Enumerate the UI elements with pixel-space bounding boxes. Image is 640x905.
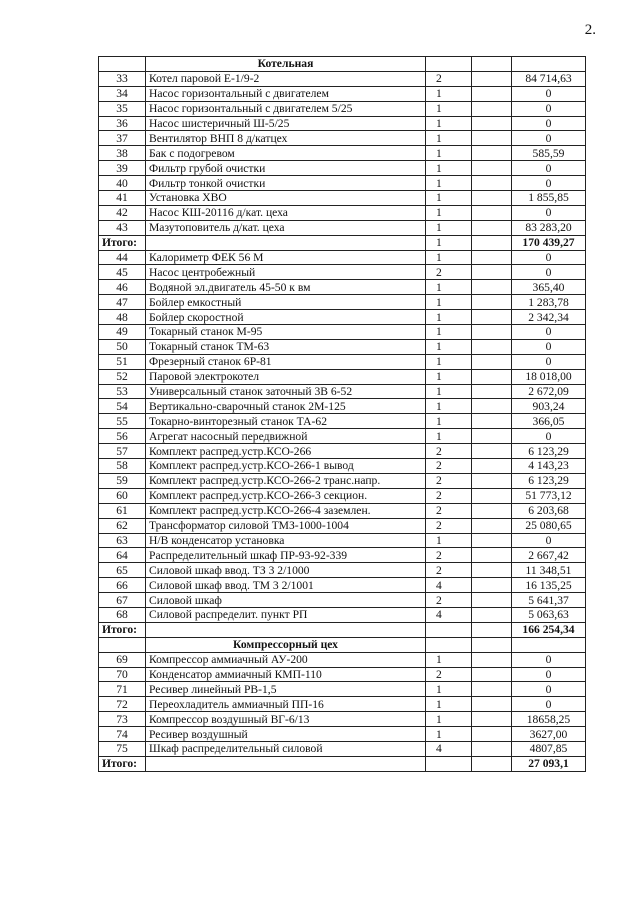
row-number: 37 bbox=[99, 131, 146, 146]
empty-cell bbox=[426, 57, 472, 72]
item-name: Насос горизонтальный с двигателем 5/25 bbox=[146, 101, 426, 116]
item-quantity: 1 bbox=[426, 250, 472, 265]
row-number: 74 bbox=[99, 727, 146, 742]
item-name: Переохладитель аммиачный ПП-16 bbox=[146, 697, 426, 712]
item-quantity: 1 bbox=[426, 220, 472, 235]
empty-cell bbox=[472, 86, 512, 101]
row-number: 65 bbox=[99, 563, 146, 578]
empty-cell bbox=[472, 161, 512, 176]
item-name: Мазутоповитель д/кат. цеха bbox=[146, 220, 426, 235]
empty-cell bbox=[512, 637, 586, 652]
row-number: 53 bbox=[99, 384, 146, 399]
row-number: 48 bbox=[99, 310, 146, 325]
table-row bbox=[99, 265, 586, 280]
empty-cell bbox=[472, 563, 512, 578]
item-quantity: 1 bbox=[426, 146, 472, 161]
item-amount: 3627,00 bbox=[512, 727, 586, 742]
row-number: 49 bbox=[99, 325, 146, 340]
item-quantity: 4 bbox=[426, 578, 472, 593]
empty-cell bbox=[472, 57, 512, 72]
item-name: Комплект распред.устр.КСО-266-1 вывод bbox=[146, 459, 426, 474]
item-name: Калориметр ФЕК 56 М bbox=[146, 250, 426, 265]
item-amount: 0 bbox=[512, 339, 586, 354]
row-number: 68 bbox=[99, 607, 146, 622]
item-amount: 16 135,25 bbox=[512, 578, 586, 593]
item-amount: 0 bbox=[512, 86, 586, 101]
empty-cell bbox=[426, 637, 472, 652]
item-name: Вентилятор ВНП 8 д/катцех bbox=[146, 131, 426, 146]
item-quantity: 1 bbox=[426, 712, 472, 727]
item-amount: 0 bbox=[512, 131, 586, 146]
table-row bbox=[99, 652, 586, 667]
table-row bbox=[99, 444, 586, 459]
item-name: Агрегат насосный передвижной bbox=[146, 429, 426, 444]
item-name: Силовой шкаф ввод. ТЗ 3 2/1000 bbox=[146, 563, 426, 578]
empty-cell bbox=[512, 57, 586, 72]
empty-cell bbox=[146, 235, 426, 250]
row-number: 64 bbox=[99, 548, 146, 563]
item-quantity: 1 bbox=[426, 205, 472, 220]
table-row bbox=[99, 727, 586, 742]
table-row bbox=[99, 384, 586, 399]
table-row bbox=[99, 563, 586, 578]
item-amount: 0 bbox=[512, 682, 586, 697]
empty-cell bbox=[472, 459, 512, 474]
table-row bbox=[99, 220, 586, 235]
table-row bbox=[99, 131, 586, 146]
row-number: 61 bbox=[99, 503, 146, 518]
item-quantity: 2 bbox=[426, 593, 472, 608]
item-amount: 0 bbox=[512, 354, 586, 369]
item-quantity: 2 bbox=[426, 563, 472, 578]
empty-cell bbox=[472, 325, 512, 340]
item-amount: 4807,85 bbox=[512, 741, 586, 756]
item-name: Токарный станок ТМ-63 bbox=[146, 339, 426, 354]
item-name: Комплект распред.устр.КСО-266-2 транс.напр. bbox=[146, 473, 426, 488]
table-row bbox=[99, 488, 586, 503]
section-title: Компрессорный цех bbox=[146, 637, 426, 652]
item-quantity: 1 bbox=[426, 325, 472, 340]
item-quantity: 1 bbox=[426, 399, 472, 414]
row-number: 62 bbox=[99, 518, 146, 533]
empty-cell bbox=[472, 354, 512, 369]
item-name: Насос центробежный bbox=[146, 265, 426, 280]
table-row bbox=[99, 71, 586, 86]
item-quantity: 1 bbox=[426, 682, 472, 697]
item-amount: 25 080,65 bbox=[512, 518, 586, 533]
table-row bbox=[99, 354, 586, 369]
table-row bbox=[99, 280, 586, 295]
item-amount: 903,24 bbox=[512, 399, 586, 414]
item-amount: 83 283,20 bbox=[512, 220, 586, 235]
row-number: 46 bbox=[99, 280, 146, 295]
table-row bbox=[99, 607, 586, 622]
row-number: 71 bbox=[99, 682, 146, 697]
empty-cell bbox=[472, 71, 512, 86]
table-row bbox=[99, 116, 586, 131]
table-row bbox=[99, 593, 586, 608]
item-amount: 11 348,51 bbox=[512, 563, 586, 578]
empty-cell bbox=[472, 667, 512, 682]
empty-cell bbox=[472, 697, 512, 712]
empty-cell bbox=[472, 369, 512, 384]
empty-cell bbox=[472, 741, 512, 756]
item-amount: 0 bbox=[512, 265, 586, 280]
item-amount: 0 bbox=[512, 176, 586, 191]
table-row bbox=[99, 548, 586, 563]
table-row bbox=[99, 161, 586, 176]
item-amount: 5 641,37 bbox=[512, 593, 586, 608]
item-quantity: 1 bbox=[426, 727, 472, 742]
item-name: Комплект распред.устр.КСО-266 bbox=[146, 444, 426, 459]
item-amount: 51 773,12 bbox=[512, 488, 586, 503]
item-name: Распределительный шкаф ПР-93-92-339 bbox=[146, 548, 426, 563]
empty-cell bbox=[472, 727, 512, 742]
empty-cell bbox=[146, 756, 426, 771]
empty-cell bbox=[472, 280, 512, 295]
item-name: Паровой электрокотел bbox=[146, 369, 426, 384]
item-quantity: 1 bbox=[426, 414, 472, 429]
empty-cell bbox=[472, 548, 512, 563]
item-quantity: 2 bbox=[426, 667, 472, 682]
row-number: 75 bbox=[99, 741, 146, 756]
item-quantity: 1 bbox=[426, 697, 472, 712]
row-number: 63 bbox=[99, 533, 146, 548]
empty-cell bbox=[472, 607, 512, 622]
item-quantity: 2 bbox=[426, 265, 472, 280]
table-row bbox=[99, 369, 586, 384]
empty-cell bbox=[472, 265, 512, 280]
empty-cell bbox=[472, 384, 512, 399]
empty-cell bbox=[472, 176, 512, 191]
row-number: 58 bbox=[99, 459, 146, 474]
item-name: Установка ХВО bbox=[146, 191, 426, 206]
empty-cell bbox=[472, 399, 512, 414]
item-name: Токарный станок М-95 bbox=[146, 325, 426, 340]
table-row bbox=[99, 697, 586, 712]
total-label: Итого: bbox=[99, 622, 146, 637]
empty-cell bbox=[426, 756, 472, 771]
inventory-table bbox=[98, 56, 586, 772]
empty-cell bbox=[472, 235, 512, 250]
item-amount: 0 bbox=[512, 161, 586, 176]
item-name: Фильтр грубой очистки bbox=[146, 161, 426, 176]
empty-cell bbox=[472, 622, 512, 637]
table-row bbox=[99, 295, 586, 310]
empty-cell bbox=[472, 220, 512, 235]
item-quantity: 2 bbox=[426, 488, 472, 503]
row-number: 73 bbox=[99, 712, 146, 727]
empty-cell bbox=[472, 503, 512, 518]
item-amount: 2 672,09 bbox=[512, 384, 586, 399]
empty-cell bbox=[146, 622, 426, 637]
item-quantity: 1 bbox=[426, 86, 472, 101]
item-name: Фильтр тонкой очистки bbox=[146, 176, 426, 191]
item-name: Силовой распределит. пункт РП bbox=[146, 607, 426, 622]
table-row bbox=[99, 667, 586, 682]
empty-cell bbox=[472, 191, 512, 206]
table-row bbox=[99, 518, 586, 533]
total-amount: 170 439,27 bbox=[512, 235, 586, 250]
section-header-row bbox=[99, 57, 586, 72]
row-number: 36 bbox=[99, 116, 146, 131]
table-row bbox=[99, 86, 586, 101]
item-amount: 6 203,68 bbox=[512, 503, 586, 518]
row-number: 70 bbox=[99, 667, 146, 682]
total-amount: 166 254,34 bbox=[512, 622, 586, 637]
item-name: Комплект распред.устр.КСО-266-3 секцион. bbox=[146, 488, 426, 503]
item-amount: 6 123,29 bbox=[512, 444, 586, 459]
table-row bbox=[99, 459, 586, 474]
inventory-table-body bbox=[99, 57, 586, 772]
item-name: Водяной эл.двигатель 45-50 к вм bbox=[146, 280, 426, 295]
item-quantity: 2 bbox=[426, 548, 472, 563]
item-name: Вертикально-сварочный станок 2М-125 bbox=[146, 399, 426, 414]
item-quantity: 1 bbox=[426, 116, 472, 131]
row-number: 67 bbox=[99, 593, 146, 608]
table-row bbox=[99, 250, 586, 265]
empty-cell bbox=[472, 414, 512, 429]
empty-cell bbox=[472, 444, 512, 459]
item-quantity: 1 bbox=[426, 280, 472, 295]
empty-cell bbox=[472, 593, 512, 608]
row-number: 41 bbox=[99, 191, 146, 206]
item-name: Бак с подогревом bbox=[146, 146, 426, 161]
row-number: 50 bbox=[99, 339, 146, 354]
empty-cell bbox=[472, 518, 512, 533]
total-row bbox=[99, 235, 586, 250]
item-name: Универсальный станок заточный 3В 6-52 bbox=[146, 384, 426, 399]
table-row bbox=[99, 191, 586, 206]
item-quantity: 1 bbox=[426, 652, 472, 667]
table-row bbox=[99, 205, 586, 220]
table-row bbox=[99, 682, 586, 697]
table-row bbox=[99, 741, 586, 756]
item-quantity: 1 bbox=[426, 131, 472, 146]
page-number: 2. bbox=[584, 22, 596, 38]
item-amount: 0 bbox=[512, 533, 586, 548]
table-row bbox=[99, 533, 586, 548]
item-amount: 365,40 bbox=[512, 280, 586, 295]
table-row bbox=[99, 473, 586, 488]
item-name: Токарно-винторезный станок ТА-62 bbox=[146, 414, 426, 429]
empty-cell bbox=[472, 756, 512, 771]
item-name: Насос КШ-20116 д/кат. цеха bbox=[146, 205, 426, 220]
item-name: Компрессор воздушный ВГ-6/13 bbox=[146, 712, 426, 727]
item-amount: 585,59 bbox=[512, 146, 586, 161]
row-number: 43 bbox=[99, 220, 146, 235]
item-quantity: 4 bbox=[426, 607, 472, 622]
table-row bbox=[99, 310, 586, 325]
item-name: Ресивер воздушный bbox=[146, 727, 426, 742]
item-amount: 0 bbox=[512, 101, 586, 116]
item-name: Шкаф распределительный силовой bbox=[146, 741, 426, 756]
item-name: Н/В конденсатор установка bbox=[146, 533, 426, 548]
item-name: Ресивер линейный РВ-1,5 bbox=[146, 682, 426, 697]
item-amount: 0 bbox=[512, 250, 586, 265]
table-row bbox=[99, 503, 586, 518]
item-name: Трансформатор силовой ТМЗ-1000-1004 bbox=[146, 518, 426, 533]
item-amount: 6 123,29 bbox=[512, 473, 586, 488]
item-amount: 0 bbox=[512, 205, 586, 220]
item-name: Фрезерный станок 6Р-81 bbox=[146, 354, 426, 369]
empty-cell bbox=[472, 712, 512, 727]
table-row bbox=[99, 578, 586, 593]
item-quantity: 1 bbox=[426, 369, 472, 384]
item-name: Комплект распред.устр.КСО-266-4 заземлен. bbox=[146, 503, 426, 518]
item-amount: 366,05 bbox=[512, 414, 586, 429]
item-name: Насос горизонтальный с двигателем bbox=[146, 86, 426, 101]
row-number: 42 bbox=[99, 205, 146, 220]
item-quantity: 1 bbox=[426, 339, 472, 354]
empty-cell bbox=[472, 310, 512, 325]
item-amount: 0 bbox=[512, 116, 586, 131]
total-label: Итого: bbox=[99, 235, 146, 250]
row-number: 34 bbox=[99, 86, 146, 101]
empty-cell bbox=[472, 682, 512, 697]
item-name: Бойлер емкостный bbox=[146, 295, 426, 310]
row-number: 52 bbox=[99, 369, 146, 384]
item-quantity: 1 bbox=[426, 384, 472, 399]
item-quantity: 2 bbox=[426, 444, 472, 459]
total-label: Итого: bbox=[99, 756, 146, 771]
empty-cell bbox=[472, 116, 512, 131]
row-number: 66 bbox=[99, 578, 146, 593]
item-name: Силовой шкаф ввод. ТМ 3 2/1001 bbox=[146, 578, 426, 593]
item-quantity: 1 bbox=[426, 101, 472, 116]
table-row bbox=[99, 712, 586, 727]
item-amount: 1 283,78 bbox=[512, 295, 586, 310]
row-number: 35 bbox=[99, 101, 146, 116]
table-row bbox=[99, 325, 586, 340]
table-row bbox=[99, 176, 586, 191]
item-quantity: 4 bbox=[426, 741, 472, 756]
empty-cell bbox=[472, 131, 512, 146]
total-row bbox=[99, 756, 586, 771]
item-amount: 1 855,85 bbox=[512, 191, 586, 206]
item-amount: 18 018,00 bbox=[512, 369, 586, 384]
row-number: 45 bbox=[99, 265, 146, 280]
table-row bbox=[99, 429, 586, 444]
empty-cell bbox=[472, 295, 512, 310]
row-number: 59 bbox=[99, 473, 146, 488]
item-name: Силовой шкаф bbox=[146, 593, 426, 608]
item-quantity: 1 bbox=[426, 191, 472, 206]
item-quantity: 1 bbox=[426, 429, 472, 444]
empty-cell bbox=[472, 533, 512, 548]
item-name: Котел паровой Е-1/9-2 bbox=[146, 71, 426, 86]
row-number: 40 bbox=[99, 176, 146, 191]
empty-cell bbox=[472, 146, 512, 161]
item-quantity: 1 bbox=[426, 176, 472, 191]
item-quantity: 1 bbox=[426, 354, 472, 369]
row-number: 39 bbox=[99, 161, 146, 176]
row-number: 33 bbox=[99, 71, 146, 86]
table-row bbox=[99, 146, 586, 161]
item-quantity: 1 bbox=[426, 310, 472, 325]
total-row bbox=[99, 622, 586, 637]
item-amount: 0 bbox=[512, 652, 586, 667]
section-title: Котельная bbox=[146, 57, 426, 72]
item-amount: 5 063,63 bbox=[512, 607, 586, 622]
empty-cell bbox=[472, 473, 512, 488]
item-quantity: 1 bbox=[426, 295, 472, 310]
row-number: 60 bbox=[99, 488, 146, 503]
table-row bbox=[99, 101, 586, 116]
section-header-row bbox=[99, 637, 586, 652]
empty-cell bbox=[99, 57, 146, 72]
item-amount: 4 143,23 bbox=[512, 459, 586, 474]
item-name: Конденсатор аммиачный КМП-110 bbox=[146, 667, 426, 682]
total-quantity: 1 bbox=[426, 235, 472, 250]
row-number: 69 bbox=[99, 652, 146, 667]
item-amount: 0 bbox=[512, 429, 586, 444]
item-amount: 0 bbox=[512, 667, 586, 682]
item-amount: 0 bbox=[512, 325, 586, 340]
empty-cell bbox=[472, 488, 512, 503]
item-quantity: 2 bbox=[426, 71, 472, 86]
item-name: Компрессор аммиачный АУ-200 bbox=[146, 652, 426, 667]
row-number: 57 bbox=[99, 444, 146, 459]
item-quantity: 2 bbox=[426, 473, 472, 488]
row-number: 72 bbox=[99, 697, 146, 712]
empty-cell bbox=[99, 637, 146, 652]
row-number: 54 bbox=[99, 399, 146, 414]
empty-cell bbox=[472, 250, 512, 265]
item-amount: 18658,25 bbox=[512, 712, 586, 727]
item-amount: 84 714,63 bbox=[512, 71, 586, 86]
item-quantity: 1 bbox=[426, 533, 472, 548]
row-number: 55 bbox=[99, 414, 146, 429]
item-quantity: 2 bbox=[426, 518, 472, 533]
row-number: 56 bbox=[99, 429, 146, 444]
row-number: 47 bbox=[99, 295, 146, 310]
item-name: Бойлер скоростной bbox=[146, 310, 426, 325]
row-number: 44 bbox=[99, 250, 146, 265]
item-quantity: 2 bbox=[426, 503, 472, 518]
table-row bbox=[99, 339, 586, 354]
item-quantity: 2 bbox=[426, 459, 472, 474]
row-number: 38 bbox=[99, 146, 146, 161]
item-amount: 0 bbox=[512, 697, 586, 712]
empty-cell bbox=[472, 429, 512, 444]
empty-cell bbox=[472, 339, 512, 354]
row-number: 51 bbox=[99, 354, 146, 369]
table-row bbox=[99, 399, 586, 414]
item-amount: 2 667,42 bbox=[512, 548, 586, 563]
table-row bbox=[99, 414, 586, 429]
empty-cell bbox=[472, 652, 512, 667]
empty-cell bbox=[426, 622, 472, 637]
empty-cell bbox=[472, 101, 512, 116]
item-amount: 2 342,34 bbox=[512, 310, 586, 325]
item-name: Насос шистеричный Ш-5/25 bbox=[146, 116, 426, 131]
item-quantity: 1 bbox=[426, 161, 472, 176]
total-amount: 27 093,1 bbox=[512, 756, 586, 771]
empty-cell bbox=[472, 205, 512, 220]
empty-cell bbox=[472, 578, 512, 593]
empty-cell bbox=[472, 637, 512, 652]
